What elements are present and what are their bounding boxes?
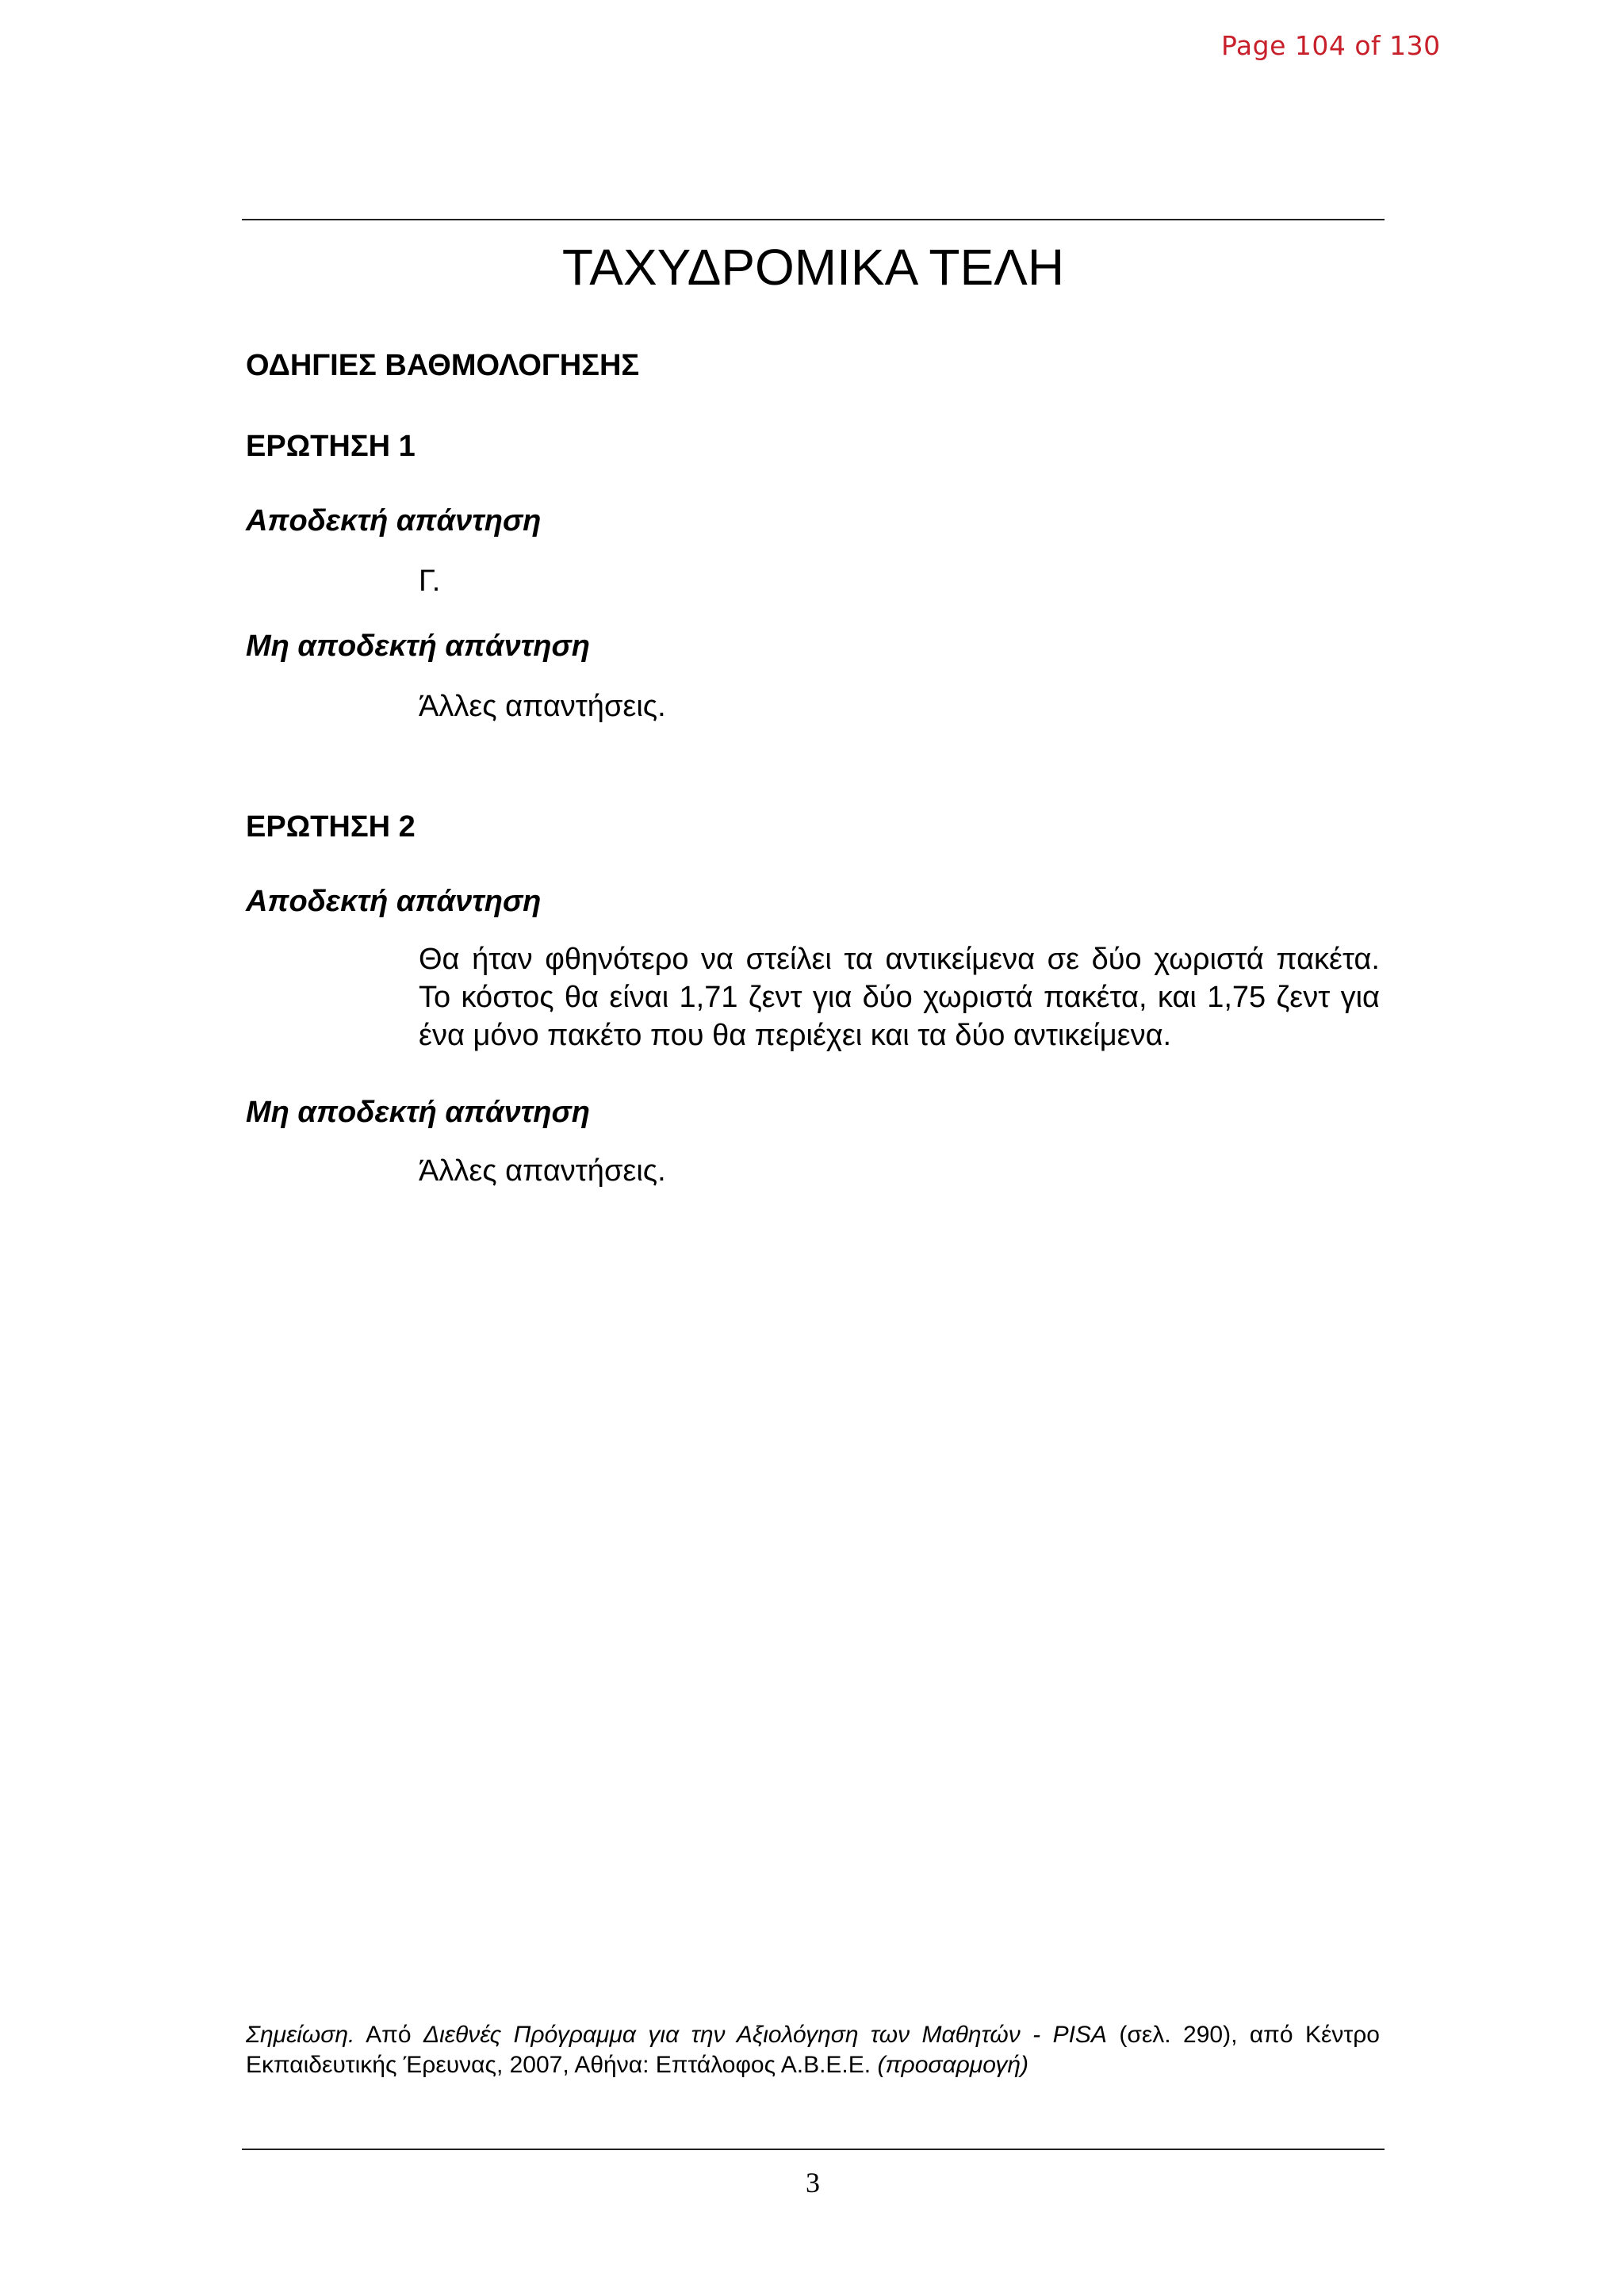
program-title: Διεθνές Πρόγραμμα για την Αξιολόγηση των Μαθητών - PISA [423,2022,1107,2048]
question-1-heading: ΕΡΩΤΗΣΗ 1 [246,430,416,463]
question-2-acceptable-label: Αποδεκτή απάντηση [246,885,542,918]
question-1-unacceptable-answer: Άλλες απαντήσεις. [419,690,666,723]
page-number: 3 [806,2167,820,2198]
answer-line: Το κόστος θα είναι 1,71 ζεντ για δύο χωριστά πακέτα, και 1,75 ζεντ για [419,981,1380,1014]
question-2-unacceptable-answer: Άλλες απαντήσεις. [419,1154,666,1188]
source-note-line-2 [246,2050,1380,2080]
source-note-line-1 [246,2020,1380,2050]
question-2-unacceptable-label: Μη αποδεκτή απάντηση [246,1096,590,1129]
note-source-rest: (σελ. 290), από Κέντρο [1106,2022,1380,2048]
note-label: Σημείωση. [246,2022,355,2048]
top-rule [242,219,1385,220]
question-1-unacceptable-label: Μη αποδεκτή απάντηση [246,629,590,663]
note-publisher: Εκπαιδευτικής Έρευνας, 2007, Αθήνα: Επτάλοφος Α.Β.Ε.Ε. [246,2052,878,2078]
page-counter: Page 104 of 130 [1221,30,1441,61]
bottom-rule [242,2149,1385,2150]
document-title: ΤΑΧΥΔΡΟΜΙΚΑ ΤΕΛΗ [561,239,1065,296]
source-note [246,2020,1380,2080]
question-1-acceptable-label: Αποδεκτή απάντηση [246,504,542,538]
answer-line: Θα ήταν φθηνότερο να στείλει τα αντικείμενα σε δύο χωριστά πακέτα. [419,943,1380,976]
question-2-heading: ΕΡΩΤΗΣΗ 2 [246,810,416,844]
note-adaptation: (προσαρμογή) [877,2052,1029,2078]
answer-line: ένα μόνο πακέτο που θα περιέχει και τα δύο αντικείμενα. [419,1019,1172,1052]
note-from: Από [354,2022,423,2048]
question-1-acceptable-answer: Γ. [419,564,441,598]
question-2-acceptable-answer [419,940,1380,1054]
section-heading: ΟΔΗΓΙΕΣ ΒΑΘΜΟΛΟΓΗΣΗΣ [246,349,640,382]
